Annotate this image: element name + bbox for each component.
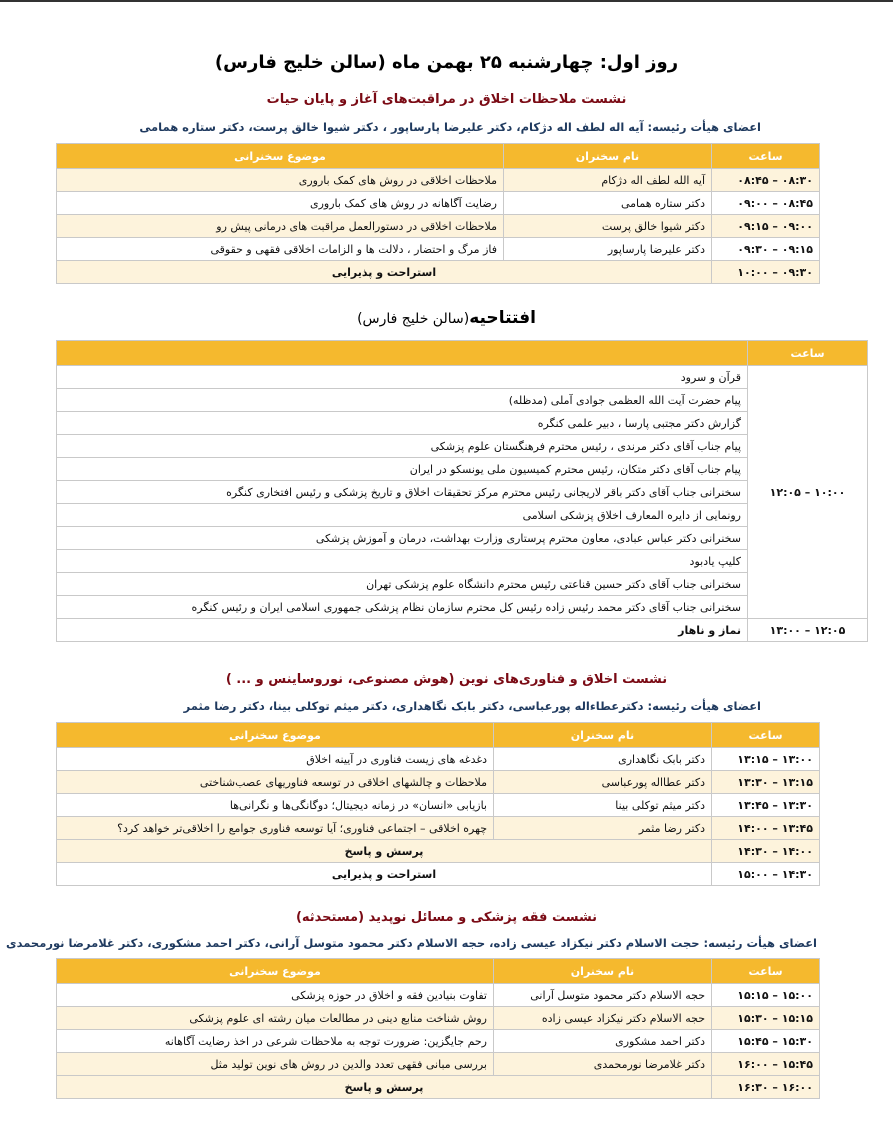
break-label: پرسش و پاسخ <box>57 840 712 863</box>
table-row <box>57 771 820 794</box>
opening-time: ۱۰:۰۰ – ۱۲:۰۵ <box>748 366 868 619</box>
row-speaker: دکتر علیرضا پارساپور <box>504 238 712 261</box>
row-topic: بازیابی «انسان» در زمانه دیجیتال؛ دوگانگی‌ها و نگرانی‌ها <box>57 794 494 817</box>
list-item <box>57 412 868 435</box>
list-item <box>57 596 868 619</box>
opening-item: پیام جناب آقای دکتر متکان، رئیس محترم کمیسیون ملی یونسکو در ایران <box>57 458 748 481</box>
session2-panel-members: دکترعطاءاله پورعباسی، دکتر بابک نگاهداری، دکتر میثم توکلی بینا، دکتر رضا مثمر <box>183 699 644 713</box>
break-row <box>57 840 820 863</box>
session3-header-time: ساعت <box>712 959 820 984</box>
list-item <box>57 481 868 504</box>
opening-header-row <box>57 341 868 366</box>
list-item <box>57 573 868 596</box>
session3-title: نشست فقه پزشکی و مسائل نوپدید (مستحدثه) <box>295 910 598 925</box>
opening-item: سخنرانی جناب آقای دکتر باقر لاریجانی رئیس محترم مرکز تحقیقات اخلاق و تاریخ پزشکی و رئیس افتخاری کنگره <box>57 481 748 504</box>
break-time: ۱۶:۰۰ – ۱۶:۳۰ <box>712 1076 820 1099</box>
table-row <box>57 1030 820 1053</box>
opening-item: سخنرانی دکتر عباس عبادی، معاون محترم پرستاری وزارت بهداشت، درمان و آموزش پزشکی <box>57 527 748 550</box>
session1-header-speaker: نام سخنران <box>504 144 712 169</box>
opening-item: رونمایی از دایره المعارف اخلاق پزشکی اسلامی <box>57 504 748 527</box>
session3-panel-members: حجت الاسلام دکتر نیکزاد عیسی زاده، حجه الاسلام دکتر محمود متوسل آرانی، دکتر احمد مشکوری، دکتر غلامرضا نورمحمدی <box>6 936 700 950</box>
row-time: ۱۵:۱۵ – ۱۵:۳۰ <box>712 1007 820 1030</box>
session1-panel-members: آیه اله لطف اله دژکام، دکتر علیرضا پارساپور ، دکتر شیوا خالق پرست، دکتر ستاره همامی <box>139 120 644 134</box>
table-row <box>57 1007 820 1030</box>
session3-header-row <box>57 959 820 984</box>
row-time: ۰۸:۴۵ – ۰۹:۰۰ <box>712 192 820 215</box>
row-time: ۱۳:۴۵ – ۱۴:۰۰ <box>712 817 820 840</box>
row-speaker: دکتر ستاره همامی <box>504 192 712 215</box>
opening-item: پیام حضرت آیت الله العظمی جوادی آملی (مدظله) <box>57 389 748 412</box>
opening-table <box>56 340 868 642</box>
session2-header-time: ساعت <box>712 723 820 748</box>
table-row <box>57 984 820 1007</box>
table-row <box>57 169 820 192</box>
row-topic: فاز مرگ و احتضار ، دلالت ها و الزامات اخلاقی فقهی و حقوقی <box>57 238 504 261</box>
break-label: پرسش و پاسخ <box>57 1076 712 1099</box>
table-row <box>57 238 820 261</box>
list-item <box>57 550 868 573</box>
break-label: نماز و ناهار <box>57 619 748 642</box>
opening-title-rest: (سالن خلیج فارس) <box>357 311 470 327</box>
row-speaker: دکتر رضا مثمر <box>494 817 712 840</box>
session2-panel <box>0 699 893 713</box>
row-time: ۱۵:۳۰ – ۱۵:۴۵ <box>712 1030 820 1053</box>
opening-item: قرآن و سرود <box>57 366 748 389</box>
row-topic: ملاحظات اخلاقی در دستورالعمل مراقبت های درمانی پیش رو <box>57 215 504 238</box>
row-speaker: دکتر میثم توکلی بینا <box>494 794 712 817</box>
session1-panel <box>0 120 893 134</box>
row-topic: رضایت آگاهانه در روش های کمک باروری <box>57 192 504 215</box>
break-row <box>57 619 868 642</box>
row-speaker: دکتر شیوا خالق پرست <box>504 215 712 238</box>
session1-title: نشست ملاحظات اخلاق در مراقبت‌های آغاز و پایان حیات <box>266 92 627 107</box>
row-topic: ملاحظات اخلاقی در روش های کمک باروری <box>57 169 504 192</box>
opening-title-bold: افتتاحیه <box>469 308 536 328</box>
session1-header-topic: موضوع سخنرانی <box>57 144 504 169</box>
row-time: ۱۳:۱۵ – ۱۳:۳۰ <box>712 771 820 794</box>
break-label: استراحت و پذیرایی <box>57 261 712 284</box>
list-item <box>57 435 868 458</box>
session2-header-row <box>57 723 820 748</box>
opening-item: سخنرانی جناب آقای دکتر حسین قناعتی رئیس محترم دانشگاه علوم پزشکی تهران <box>57 573 748 596</box>
row-speaker: آیه الله لطف اله دژکام <box>504 169 712 192</box>
row-topic: رحم جایگزین: ضرورت توجه به ملاحظات شرعی در اخذ رضایت آگاهانه <box>57 1030 494 1053</box>
row-speaker: دکتر احمد مشکوری <box>494 1030 712 1053</box>
row-speaker: دکتر بابک نگاهداری <box>494 748 712 771</box>
table-row <box>57 1053 820 1076</box>
session1-panel-label: اعضای هیأت رئیسه: <box>647 120 761 134</box>
row-topic: بررسی مبانی فقهی تعدد والدین در روش های نوین تولید مثل <box>57 1053 494 1076</box>
session2-header-topic: موضوع سخنرانی <box>57 723 494 748</box>
session2-table <box>56 722 820 886</box>
break-row <box>57 863 820 886</box>
row-speaker: دکتر غلامرضا نورمحمدی <box>494 1053 712 1076</box>
row-time: ۰۸:۳۰ – ۰۸:۴۵ <box>712 169 820 192</box>
break-label: استراحت و پذیرایی <box>57 863 712 886</box>
list-item <box>57 389 868 412</box>
table-row <box>57 794 820 817</box>
row-time: ۱۵:۴۵ – ۱۶:۰۰ <box>712 1053 820 1076</box>
break-row <box>57 261 820 284</box>
row-speaker: دکتر عطااله پورعباسی <box>494 771 712 794</box>
session2-panel-label: اعضای هیأت رئیسه: <box>647 699 761 713</box>
table-row <box>57 817 820 840</box>
session3-header-speaker: نام سخنران <box>494 959 712 984</box>
row-speaker: حجه الاسلام دکتر محمود متوسل آرانی <box>494 984 712 1007</box>
break-time: ۱۴:۳۰ – ۱۵:۰۰ <box>712 863 820 886</box>
session3-panel-label: اعضای هیأت رئیسه: <box>703 936 817 950</box>
table-row <box>57 192 820 215</box>
session3-table <box>56 958 820 1099</box>
table-row <box>57 748 820 771</box>
session1-header-time: ساعت <box>712 144 820 169</box>
session1-table <box>56 143 820 284</box>
opening-item: کلیپ یادبود <box>57 550 748 573</box>
session1-header-row <box>57 144 820 169</box>
row-time: ۱۵:۰۰ – ۱۵:۱۵ <box>712 984 820 1007</box>
row-topic: ملاحظات و چالشهای اخلاقی در توسعه فناوریهای عصب‌شناختی <box>57 771 494 794</box>
opening-header-blank <box>57 341 748 366</box>
opening-header-time: ساعت <box>748 341 868 366</box>
row-topic: چهره اخلاقی – اجتماعی فناوری؛ آیا توسعه فناوری جوامع را اخلاقی‌تر خواهد کرد؟ <box>57 817 494 840</box>
row-time: ۰۹:۱۵ – ۰۹:۳۰ <box>712 238 820 261</box>
row-topic: روش شناخت منابع دینی در مطالعات میان رشته ای علوم پزشکی <box>57 1007 494 1030</box>
break-time: ۱۴:۰۰ – ۱۴:۳۰ <box>712 840 820 863</box>
break-time: ۱۲:۰۵ – ۱۳:۰۰ <box>748 619 868 642</box>
row-time: ۰۹:۰۰ – ۰۹:۱۵ <box>712 215 820 238</box>
day-title: روز اول: چهارشنبه ۲۵ بهمن ماه (سالن خلیج فارس) <box>214 52 679 73</box>
row-topic: دغدغه های زیست فناوری در آیینه اخلاق <box>57 748 494 771</box>
row-time: ۱۳:۰۰ – ۱۳:۱۵ <box>712 748 820 771</box>
row-speaker: حجه الاسلام دکتر نیکزاد عیسی زاده <box>494 1007 712 1030</box>
row-topic: تفاوت بنیادین فقه و اخلاق در حوزه پزشکی <box>57 984 494 1007</box>
session2-title: نشست اخلاق و فناوری‌های نوین (هوش مصنوعی، نوروساینس و ... ) <box>225 672 668 687</box>
opening-title <box>0 308 893 328</box>
list-item <box>57 366 868 389</box>
break-time: ۰۹:۳۰ – ۱۰:۰۰ <box>712 261 820 284</box>
list-item <box>57 504 868 527</box>
table-row <box>57 215 820 238</box>
list-item <box>57 527 868 550</box>
list-item <box>57 458 868 481</box>
row-time: ۱۳:۳۰ – ۱۳:۴۵ <box>712 794 820 817</box>
break-row <box>57 1076 820 1099</box>
opening-item: گزارش دکتر مجتبی پارسا ، دبیر علمی کنگره <box>57 412 748 435</box>
session3-header-topic: موضوع سخنرانی <box>57 959 494 984</box>
session2-header-speaker: نام سخنران <box>494 723 712 748</box>
session3-panel <box>0 936 893 950</box>
top-border <box>0 0 893 2</box>
opening-item: سخنرانی جناب آقای دکتر محمد رئیس زاده رئیس کل محترم سازمان نظام پزشکی جمهوری اسلامی ایران و رئیس کنگره <box>57 596 748 619</box>
opening-item: پیام جناب آقای دکتر مرندی ، رئیس محترم فرهنگستان علوم پزشکی <box>57 435 748 458</box>
